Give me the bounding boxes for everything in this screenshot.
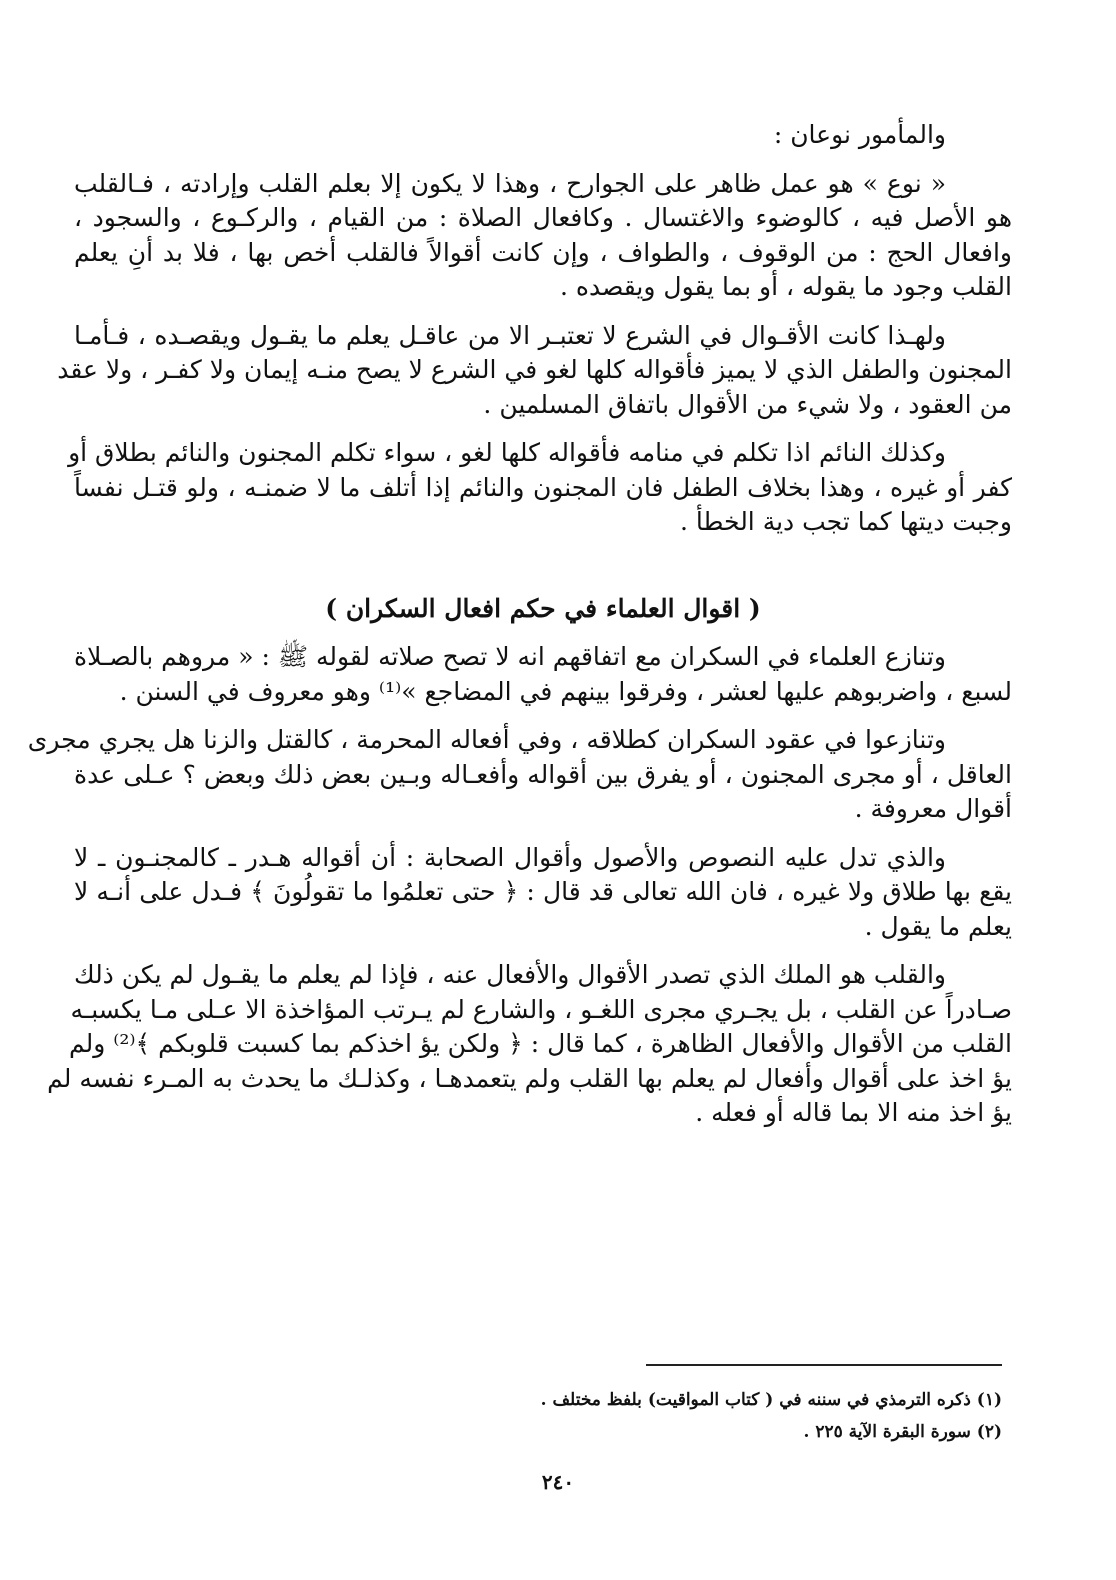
text-line: وتنازعوا في عقود السكران كطلاقه ، وفي أفعاله المحرمة ، كالقتل والزنا هل يجري مجرى <box>27 725 946 754</box>
text-line: لسبع ، واضربوهم عليها لعشر ، وفرقوا بينهم في المضاجع »⁽¹⁾ وهو معروف في السنن . <box>119 676 1012 706</box>
text-line: كفر أو غيره ، وهذا بخلاف الطفل فان المجنون والنائم إذا أتلف ما لا ضمنـه ، ولو قتـل نفساً <box>74 472 1012 502</box>
text-line: والذي تدل عليه النصوص والأصول وأقوال الصحابة : أن أقواله هـدر ـ كالمجنـون ـ لا <box>74 842 946 872</box>
text-line: القلب من الأقوال والأفعال الظاهرة ، كما قال : ﴿ ولكن يؤ اخذكم بما كسبت قلوبكم ﴾⁽²⁾ ولم <box>68 1029 1012 1058</box>
text-line: يعلم ما يقول . <box>864 911 1012 941</box>
text-line: هو الأصل فيه ، كالوضوء والاغتسال . وكافعال الصلاة : من القيام ، والركـوع ، والسجود ، <box>74 203 1012 232</box>
paragraph-sleeper <box>68 436 1012 540</box>
text-line: « نوع » هو عمل ظاهر على الجوارح ، وهذا لا يكون إلا بعلم القلب وإرادته ، فـالقلب <box>74 168 946 198</box>
text-line: والقلب هو الملك الذي تصدر الأقوال والأفعال عنه ، فإذا لم يعلم ما يقـول لم يكن ذلك <box>74 960 946 989</box>
text-line: وتنازع العلماء في السكران مع اتفاقهم انه لا تصح صلاته لقوله ﷺ : « مروهم بالصـلاة <box>74 642 946 671</box>
paragraph-sayings <box>57 319 1012 423</box>
text-line: من العقود ، ولا شيء من الأقوال باتفاق المسلمين . <box>483 389 1012 419</box>
paragraph-scholars-dispute <box>74 640 1012 709</box>
paragraph-intro <box>74 118 1012 153</box>
page-number: ٢٤٠ <box>541 1470 575 1494</box>
footnote-1: (١) ذكره الترمذي في سننه في ( كتاب المواقيت) بلفظ مختلف . <box>540 1390 1002 1410</box>
paragraph-first-type <box>74 167 1012 305</box>
text-line: يؤ اخذ على أقوال وأفعال لم يعلم بها القلب ولم يتعمدهـا ، وكذلـك ما يحدث به المـرء نفسه لم <box>47 1063 1012 1093</box>
footnote-2: (٢) سورة البقرة الآية ٢٢٥ . <box>803 1422 1002 1442</box>
text-line: يؤ اخذ منه الا بما قاله أو فعله . <box>695 1098 1012 1127</box>
footnote-divider <box>646 1364 1002 1366</box>
paragraph-contracts <box>27 723 1012 827</box>
text-line: القلب وجود ما يقوله ، أو بما يقول ويقصده . <box>559 272 1012 301</box>
text-line: يقع بها طلاق ولا غيره ، فان الله تعالى قد قال : ﴿ حتى تعلمُوا ما تقولُونَ ﴾ فـدل على أنـه لا <box>74 877 1012 906</box>
text-line: صـادراً عن القلب ، بل يجـري مجرى اللغـو ، والشارع لم يـرتب المؤاخذة الا عـلى مـا يكسبـه <box>70 994 1012 1024</box>
text-line: ولهـذا كانت الأقـوال في الشرع لا تعتبـر الا من عاقـل يعلم ما يقـول ويقصـده ، فـأمـا <box>74 320 946 350</box>
text-line: وجبت ديتها كما تجب دية الخطأ . <box>680 507 1012 536</box>
paragraph-evidence <box>74 841 1012 945</box>
text-line: وافعال الحج : من الوقوف ، والطواف ، وإن كانت أقوالاً فالقلب أخص بها ، فلا بد أنِ يعلم <box>74 237 1012 267</box>
text-line: أقوال معروفة . <box>854 794 1012 823</box>
text-line: المجنون والطفل الذي لا يميز فأقواله كلها لغو في الشرع لا يصح منـه إيمان ولا كفـر ، ولا عقد <box>57 355 1012 384</box>
text-line: وكذلك النائم اذا تكلم في منامه فأقواله كلها لغو ، سواء تكلم المجنون والنائم بطلاق أو <box>68 438 946 467</box>
text-line: والمأمور نوعان : <box>773 120 946 149</box>
section-heading: ( اقوال العلماء في حكم افعال السكران ) <box>325 593 761 623</box>
footnotes <box>541 1384 1002 1448</box>
paragraph-heart <box>47 958 1012 1131</box>
text-line: العاقل ، أو مجرى المجنون ، أو يفرق بين أقواله وأفعـاله وبـين بعض ذلك وبعض ؟ عـلى عدة <box>74 759 1012 789</box>
